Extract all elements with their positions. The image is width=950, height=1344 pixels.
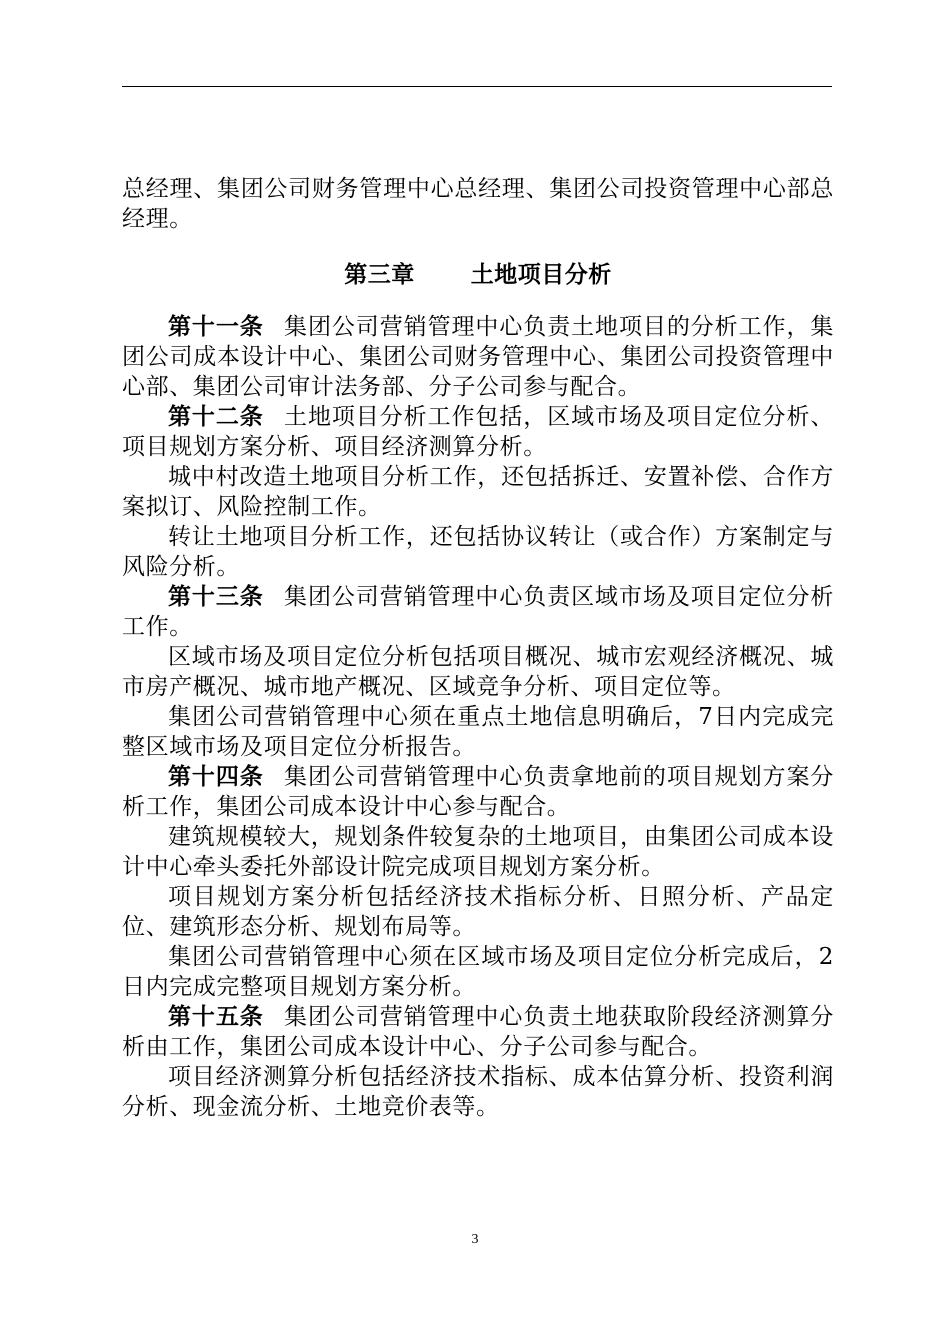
article-11 [122, 312, 834, 402]
paragraph: 区域市场及项目定位分析包括项目概况、城市宏观经济概况、城市房产概况、城市地产概况、区域竞争分析、项目定位等。 [122, 644, 834, 700]
article-14 [122, 762, 834, 822]
article-text: 集团公司营销管理中心负责土地项目的分析工作，集团公司成本设计中心、集团公司财务管理中心、集团公司投资管理中心部、集团公司审计法务部、分子公司参与配合。 [122, 314, 834, 400]
chapter-heading [122, 260, 834, 290]
article-label: 第十五条 [168, 1004, 264, 1030]
article-15 [122, 1002, 834, 1062]
paragraph: 项目规划方案分析包括经济技术指标分析、日照分析、产品定位、建筑形态分析、规划布局等。 [122, 884, 834, 940]
article-text: 集团公司营销管理中心负责区域市场及项目定位分析工作。 [122, 584, 834, 640]
article-13 [122, 582, 834, 642]
article-12 [122, 402, 834, 462]
chapter-number: 第三章 [344, 262, 415, 288]
paragraph: 项目经济测算分析包括经济技术指标、成本估算分析、投资利润分析、现金流分析、土地竞价表等。 [122, 1064, 834, 1120]
paragraph: 转让土地项目分析工作，还包括协议转让（或合作）方案制定与风险分析。 [122, 524, 834, 580]
paragraph: 集团公司营销管理中心须在区域市场及项目定位分析完成后，2日内完成完整项目规划方案分析。 [122, 944, 834, 1000]
article-text: 集团公司营销管理中心负责土地获取阶段经济测算分析由工作，集团公司成本设计中心、分子公司参与配合。 [122, 1004, 834, 1060]
article-label: 第十一条 [168, 314, 264, 340]
chapter-title: 土地项目分析 [470, 262, 612, 288]
paragraph-intro: 总经理、集团公司财务管理中心总经理、集团公司投资管理中心部总经理。 [122, 176, 834, 232]
article-label: 第十四条 [168, 764, 264, 790]
paragraph: 集团公司营销管理中心须在重点土地信息明确后，7日内完成完整区域市场及项目定位分析报告。 [122, 704, 834, 760]
article-text: 土地项目分析工作包括，区域市场及项目定位分析、项目规划方案分析、项目经济测算分析。 [122, 404, 834, 460]
article-label: 第十三条 [168, 584, 264, 610]
page-number: 3 [471, 1232, 479, 1247]
header-rule [122, 86, 832, 87]
paragraph: 城中村改造土地项目分析工作，还包括拆迁、安置补偿、合作方案拟订、风险控制工作。 [122, 464, 834, 520]
article-text: 集团公司营销管理中心负责拿地前的项目规划方案分析工作，集团公司成本设计中心参与配合。 [122, 764, 834, 820]
paragraph: 建筑规模较大，规划条件较复杂的土地项目，由集团公司成本设计中心牵头委托外部设计院完成项目规划方案分析。 [122, 824, 834, 880]
article-label: 第十二条 [168, 404, 264, 430]
document-body [122, 174, 834, 1122]
